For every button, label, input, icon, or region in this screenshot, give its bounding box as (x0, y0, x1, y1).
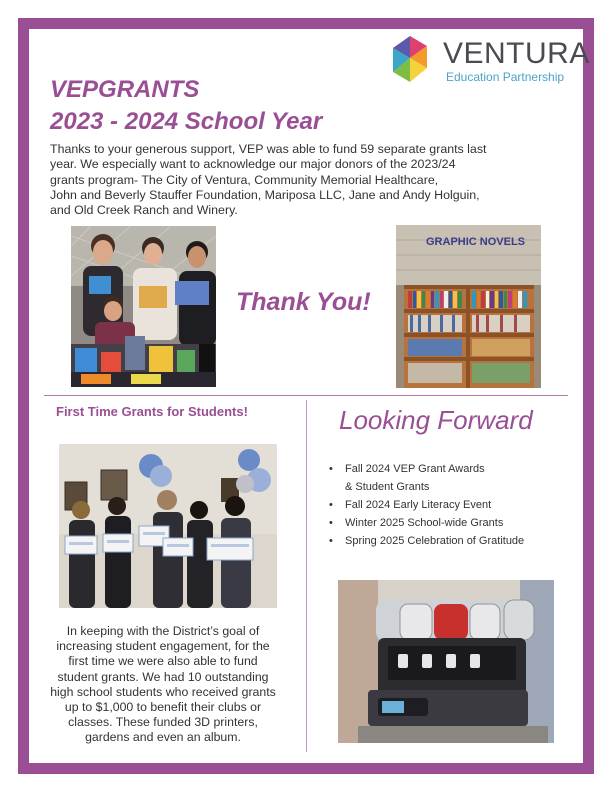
paragraph-line: first time we were also able to fund (68, 654, 258, 669)
column-divider (306, 400, 307, 752)
paragraph-line: In keeping with the District’s goal of (66, 624, 260, 638)
page-subtitle: 2023 - 2024 School Year (50, 108, 323, 135)
event-item: • Fall 2024 Early Literacy Event (329, 496, 579, 514)
event-item: • Fall 2024 VEP Grant Awards (329, 460, 579, 478)
paragraph-line: high school students who received grants (50, 684, 276, 699)
ventura-logo (385, 34, 590, 92)
paragraph-line: increasing student engagement, for the (56, 639, 270, 654)
event-item: • Spring 2025 Celebration of Gratitude (329, 532, 579, 550)
student-grants-paragraph (36, 624, 290, 746)
donors-photo (71, 226, 216, 387)
intro-line: Thanks to your generous support, VEP was able to fund 59 separate grants last (50, 142, 487, 156)
printer-photo (338, 580, 554, 743)
logo-subtitle: Education Partnership (446, 70, 565, 84)
paragraph-line: student grants. We had 10 outstanding (57, 669, 269, 684)
intro-line: and Old Creek Ranch and Winery. (50, 203, 238, 218)
paragraph-line: up to $1,000 to benefit their clubs or (64, 700, 262, 715)
first-time-grants-heading: First Time Grants for Students! (56, 404, 248, 419)
logo-name: VENTURA (443, 37, 590, 70)
paragraph-line: classes. These funded 3D printers, (68, 715, 258, 730)
event-item: • Winter 2025 School-wide Grants (329, 514, 579, 532)
intro-line: year. We especially want to acknowledge our major donors of the 2023/24 (50, 157, 456, 172)
paragraph-line: gardens and even an album. (85, 730, 241, 745)
library-sign-icon: GRAPHIC NOVELS (426, 236, 526, 248)
section-divider (44, 395, 568, 396)
students-photo (59, 444, 277, 608)
page-title: VEPGRANTS (50, 76, 200, 103)
intro-paragraph (50, 142, 570, 218)
intro-line: John and Beverly Stauffer Foundation, Mariposa LLC, Jane and Andy Holguin, (50, 187, 480, 202)
library-photo (396, 225, 541, 388)
logo-mark-icon (385, 34, 435, 88)
events-list (329, 460, 579, 550)
event-item-continuation: & Student Grants (345, 481, 430, 493)
thank-you-text: Thank You! (236, 288, 371, 316)
intro-line: grants program- The City of Ventura, Community Memorial Healthcare, (50, 172, 439, 187)
looking-forward-heading: Looking Forward (339, 405, 533, 435)
